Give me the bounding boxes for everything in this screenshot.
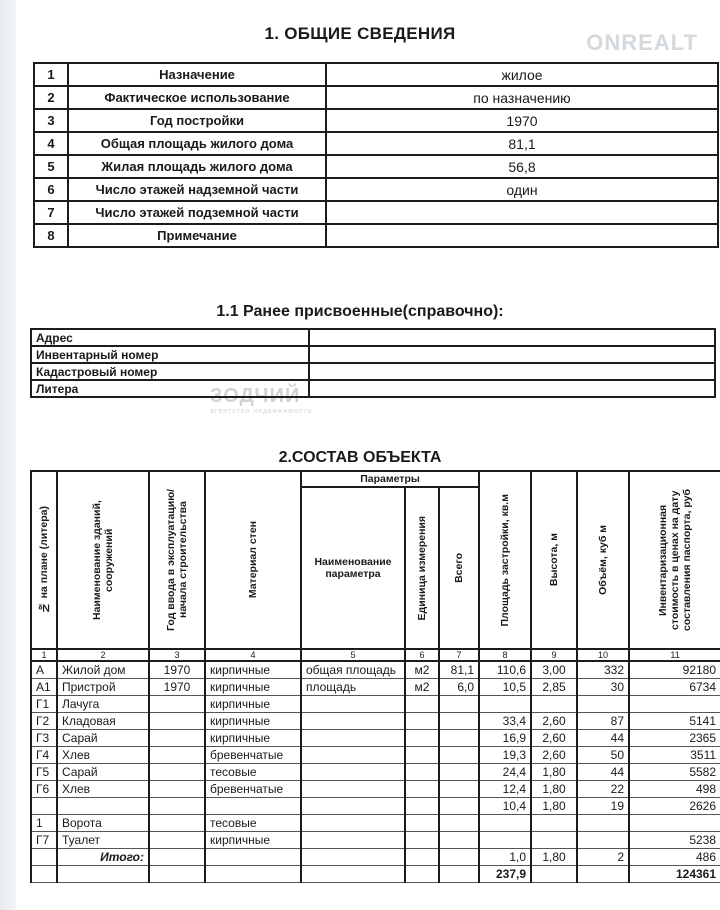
composition-cell xyxy=(31,866,57,883)
general-info-row xyxy=(34,155,718,178)
composition-cell xyxy=(301,815,405,832)
row-number: 3 xyxy=(34,109,68,132)
composition-cell xyxy=(531,815,577,832)
column-number: 11 xyxy=(629,649,720,661)
composition-cell xyxy=(577,815,629,832)
section1-title: 1. ОБЩИЕ СВЕДЕНИЯ xyxy=(264,24,456,43)
composition-cell xyxy=(149,730,205,747)
watermark-zodchiy-text: ЗОДЧИЙ xyxy=(210,385,301,407)
composition-cell: Жилой дом xyxy=(57,661,149,679)
general-info-row xyxy=(34,224,718,247)
composition-cell: 12,4 xyxy=(479,781,531,798)
composition-cell: Лачуга xyxy=(57,696,149,713)
header-c3 xyxy=(149,471,205,649)
composition-cell xyxy=(149,713,205,730)
composition-cell: 1,80 xyxy=(531,849,577,866)
section2-title: 2.СОСТАВ ОБЪЕКТА xyxy=(278,449,442,466)
composition-cell: 5582 xyxy=(629,764,720,781)
composition-cell: Пристрой xyxy=(57,679,149,696)
composition-cell: 5238 xyxy=(629,832,720,849)
composition-cell xyxy=(439,781,479,798)
composition-cell xyxy=(301,747,405,764)
previous-id-value xyxy=(309,380,715,397)
column-number: 3 xyxy=(149,649,205,661)
composition-cell: 30 xyxy=(577,679,629,696)
composition-cell: кирпичные xyxy=(205,679,301,696)
column-number: 1 xyxy=(31,649,57,661)
composition-cell xyxy=(439,849,479,866)
composition-cell: м2 xyxy=(405,661,439,679)
row-value: 56,8 xyxy=(326,155,718,178)
header-c4 xyxy=(205,471,301,649)
composition-cell: 332 xyxy=(577,661,629,679)
row-label: Жилая площадь жилого дома xyxy=(68,155,326,178)
composition-row xyxy=(31,866,720,883)
composition-cell: 81,1 xyxy=(439,661,479,679)
composition-cell: кирпичные xyxy=(205,730,301,747)
composition-row xyxy=(31,815,720,832)
column-number: 5 xyxy=(301,649,405,661)
composition-row xyxy=(31,764,720,781)
composition-cell xyxy=(405,866,439,883)
general-info-row xyxy=(34,132,718,155)
composition-cell: 3511 xyxy=(629,747,720,764)
composition-cell xyxy=(31,849,57,866)
composition-cell: площадь xyxy=(301,679,405,696)
composition-cell: 486 xyxy=(629,849,720,866)
row-number: 8 xyxy=(34,224,68,247)
general-info-row xyxy=(34,63,718,86)
composition-cell: 110,6 xyxy=(479,661,531,679)
previous-id-row xyxy=(31,380,715,397)
row-label: Год постройки xyxy=(68,109,326,132)
composition-cell: 2,85 xyxy=(531,679,577,696)
composition-row xyxy=(31,781,720,798)
composition-cell xyxy=(577,832,629,849)
composition-cell: 6734 xyxy=(629,679,720,696)
column-number: 8 xyxy=(479,649,531,661)
composition-cell xyxy=(479,815,531,832)
composition-cell xyxy=(439,730,479,747)
composition-cell: 1 xyxy=(31,815,57,832)
header-c7 xyxy=(439,487,479,649)
composition-cell xyxy=(439,696,479,713)
composition-cell xyxy=(149,815,205,832)
composition-cell: 498 xyxy=(629,781,720,798)
composition-cell: Туалет xyxy=(57,832,149,849)
row-number: 7 xyxy=(34,201,68,224)
composition-cell: 1,80 xyxy=(531,781,577,798)
composition-cell xyxy=(57,798,149,815)
composition-cell: 10,4 xyxy=(479,798,531,815)
composition-cell: Итого: xyxy=(57,849,149,866)
composition-cell xyxy=(479,696,531,713)
composition-row xyxy=(31,679,720,696)
composition-cell xyxy=(301,849,405,866)
composition-cell xyxy=(577,866,629,883)
general-info-row xyxy=(34,109,718,132)
composition-cell xyxy=(439,764,479,781)
composition-cell: 44 xyxy=(577,764,629,781)
previous-id-label: Инвентарный номер xyxy=(31,346,309,363)
header-c8 xyxy=(479,471,531,649)
composition-cell: Г4 xyxy=(31,747,57,764)
composition-cell xyxy=(31,798,57,815)
previous-id-label: Литера xyxy=(31,380,309,397)
composition-cell: Г6 xyxy=(31,781,57,798)
composition-cell: кирпичные xyxy=(205,696,301,713)
column-number: 9 xyxy=(531,649,577,661)
composition-cell: Сарай xyxy=(57,730,149,747)
composition-cell xyxy=(531,866,577,883)
composition-cell: 1,80 xyxy=(531,798,577,815)
header-c6 xyxy=(405,487,439,649)
composition-cell: 2,60 xyxy=(531,730,577,747)
previous-id-value xyxy=(309,346,715,363)
composition-cell: 44 xyxy=(577,730,629,747)
composition-cell xyxy=(301,764,405,781)
composition-cell xyxy=(205,798,301,815)
composition-cell xyxy=(439,798,479,815)
composition-cell: 3,00 xyxy=(531,661,577,679)
composition-cell: 24,4 xyxy=(479,764,531,781)
composition-cell: 1970 xyxy=(149,679,205,696)
composition-cell: кирпичные xyxy=(205,661,301,679)
composition-cell: 33,4 xyxy=(479,713,531,730)
composition-cell xyxy=(405,747,439,764)
composition-cell: кирпичные xyxy=(205,713,301,730)
composition-cell xyxy=(149,696,205,713)
header-c2-text: Наименование зданий, сооружений xyxy=(91,500,115,620)
composition-cell: 1,0 xyxy=(479,849,531,866)
previous-id-row xyxy=(31,346,715,363)
row-label: Примечание xyxy=(68,224,326,247)
composition-cell xyxy=(405,713,439,730)
header-c11 xyxy=(629,471,720,649)
row-label: Фактическое использование xyxy=(68,86,326,109)
composition-cell xyxy=(405,849,439,866)
composition-cell xyxy=(301,713,405,730)
composition-cell: А xyxy=(31,661,57,679)
composition-cell: общая площадь xyxy=(301,661,405,679)
column-number: 10 xyxy=(577,649,629,661)
header-c2 xyxy=(57,471,149,649)
row-value: жилое xyxy=(326,63,718,86)
composition-cell xyxy=(149,747,205,764)
header-c1-text: № на плане (литера) xyxy=(38,506,50,614)
composition-cell: 5141 xyxy=(629,713,720,730)
composition-cell: 87 xyxy=(577,713,629,730)
composition-cell: Г7 xyxy=(31,832,57,849)
composition-cell xyxy=(405,764,439,781)
row-label: Число этажей надземной части xyxy=(68,178,326,201)
composition-cell xyxy=(149,781,205,798)
header-params: Параметры xyxy=(301,471,479,487)
composition-cell xyxy=(629,815,720,832)
watermark-zodchiy-sub: агентство недвижимости xyxy=(210,408,313,415)
composition-cell xyxy=(531,832,577,849)
composition-row xyxy=(31,849,720,866)
composition-row xyxy=(31,798,720,815)
composition-cell: 124361 xyxy=(629,866,720,883)
composition-cell: 22 xyxy=(577,781,629,798)
composition-cell xyxy=(301,696,405,713)
previous-id-row xyxy=(31,329,715,346)
composition-cell: Г5 xyxy=(31,764,57,781)
watermark-onrealt: ONREALT xyxy=(586,30,698,55)
column-number: 6 xyxy=(405,649,439,661)
composition-cell: 1970 xyxy=(149,661,205,679)
composition-cell xyxy=(439,866,479,883)
composition-row xyxy=(31,696,720,713)
row-value: по назначению xyxy=(326,86,718,109)
header-c10 xyxy=(577,471,629,649)
composition-cell xyxy=(405,696,439,713)
composition-cell: м2 xyxy=(405,679,439,696)
composition-cell xyxy=(439,815,479,832)
composition-cell: 50 xyxy=(577,747,629,764)
previous-ids-table xyxy=(30,328,716,398)
composition-cell xyxy=(301,866,405,883)
column-number: 7 xyxy=(439,649,479,661)
composition-cell: 6,0 xyxy=(439,679,479,696)
header-c10-text: Объём, куб м xyxy=(597,525,610,595)
composition-cell xyxy=(149,866,205,883)
header-c9-text: Высота, м xyxy=(548,533,561,587)
composition-cell xyxy=(149,832,205,849)
composition-cell xyxy=(479,832,531,849)
composition-cell xyxy=(405,815,439,832)
composition-cell xyxy=(149,849,205,866)
composition-cell xyxy=(149,764,205,781)
composition-cell xyxy=(405,798,439,815)
composition-cell: Сарай xyxy=(57,764,149,781)
composition-cell: 10,5 xyxy=(479,679,531,696)
header-c11-text: Инвентаризационная стоимость в ценах на дату составления паспорта, руб xyxy=(657,489,694,631)
composition-cell: А1 xyxy=(31,679,57,696)
composition-row xyxy=(31,747,720,764)
composition-row xyxy=(31,661,720,679)
composition-cell: бревенчатые xyxy=(205,781,301,798)
composition-cell: Кладовая xyxy=(57,713,149,730)
composition-cell xyxy=(205,866,301,883)
general-info-table xyxy=(33,62,719,248)
column-numbers-row xyxy=(31,649,720,661)
composition-cell xyxy=(301,832,405,849)
composition-cell xyxy=(301,798,405,815)
composition-cell: 2,60 xyxy=(531,713,577,730)
composition-row xyxy=(31,832,720,849)
composition-cell xyxy=(149,798,205,815)
composition-cell: бревенчатые xyxy=(205,747,301,764)
general-info-row xyxy=(34,201,718,224)
header-c8-text: Площадь застройки, кв.м xyxy=(499,493,512,627)
row-label: Общая площадь жилого дома xyxy=(68,132,326,155)
composition-cell xyxy=(439,713,479,730)
header-c9 xyxy=(531,471,577,649)
composition-cell xyxy=(577,696,629,713)
composition-cell: Хлев xyxy=(57,781,149,798)
previous-id-row xyxy=(31,363,715,380)
header-c6-text: Единица измерения xyxy=(416,515,428,621)
composition-cell: 2 xyxy=(577,849,629,866)
composition-cell: 92180 xyxy=(629,661,720,679)
composition-cell: 16,9 xyxy=(479,730,531,747)
row-number: 2 xyxy=(34,86,68,109)
row-label: Число этажей подземной части xyxy=(68,201,326,224)
row-number: 1 xyxy=(34,63,68,86)
section11-title: 1.1 Ранее присвоенные(справочно): xyxy=(216,303,504,320)
row-value: 1970 xyxy=(326,109,718,132)
composition-cell xyxy=(439,832,479,849)
composition-cell xyxy=(439,747,479,764)
composition-row xyxy=(31,730,720,747)
object-composition-table xyxy=(30,470,720,883)
previous-id-value xyxy=(309,363,715,380)
column-number: 4 xyxy=(205,649,301,661)
row-value: один xyxy=(326,178,718,201)
composition-cell xyxy=(531,696,577,713)
row-number: 6 xyxy=(34,178,68,201)
composition-cell: тесовые xyxy=(205,815,301,832)
composition-cell xyxy=(301,781,405,798)
composition-cell: кирпичные xyxy=(205,832,301,849)
row-number: 5 xyxy=(34,155,68,178)
general-info-row xyxy=(34,86,718,109)
composition-row xyxy=(31,713,720,730)
composition-cell: тесовые xyxy=(205,764,301,781)
composition-cell: 1,80 xyxy=(531,764,577,781)
composition-cell: Г1 xyxy=(31,696,57,713)
composition-cell: 19 xyxy=(577,798,629,815)
composition-cell: 237,9 xyxy=(479,866,531,883)
composition-cell: Хлев xyxy=(57,747,149,764)
previous-id-value xyxy=(309,329,715,346)
composition-cell xyxy=(301,730,405,747)
composition-cell xyxy=(405,730,439,747)
header-c1 xyxy=(31,471,57,649)
previous-id-label: Адрес xyxy=(31,329,309,346)
column-number: 2 xyxy=(57,649,149,661)
general-info-row xyxy=(34,178,718,201)
row-number: 4 xyxy=(34,132,68,155)
previous-id-label: Кадастровый номер xyxy=(31,363,309,380)
composition-cell: 2365 xyxy=(629,730,720,747)
header-c7-text: Всего xyxy=(453,553,466,583)
header-c4-text: Материал стен xyxy=(247,521,259,599)
header-c5: Наименование параметра xyxy=(301,487,405,649)
composition-cell xyxy=(205,849,301,866)
composition-cell xyxy=(629,696,720,713)
row-value xyxy=(326,224,718,247)
header-c3-text: Год ввода в эксплуатацию/начала строительства xyxy=(165,488,189,632)
composition-cell xyxy=(405,781,439,798)
composition-cell: Ворота xyxy=(57,815,149,832)
composition-cell: Г2 xyxy=(31,713,57,730)
row-value xyxy=(326,201,718,224)
composition-cell: 2,60 xyxy=(531,747,577,764)
composition-cell: 2626 xyxy=(629,798,720,815)
row-label: Назначение xyxy=(68,63,326,86)
composition-cell: 19,3 xyxy=(479,747,531,764)
composition-cell: Г3 xyxy=(31,730,57,747)
composition-cell xyxy=(57,866,149,883)
row-value: 81,1 xyxy=(326,132,718,155)
composition-cell xyxy=(405,832,439,849)
